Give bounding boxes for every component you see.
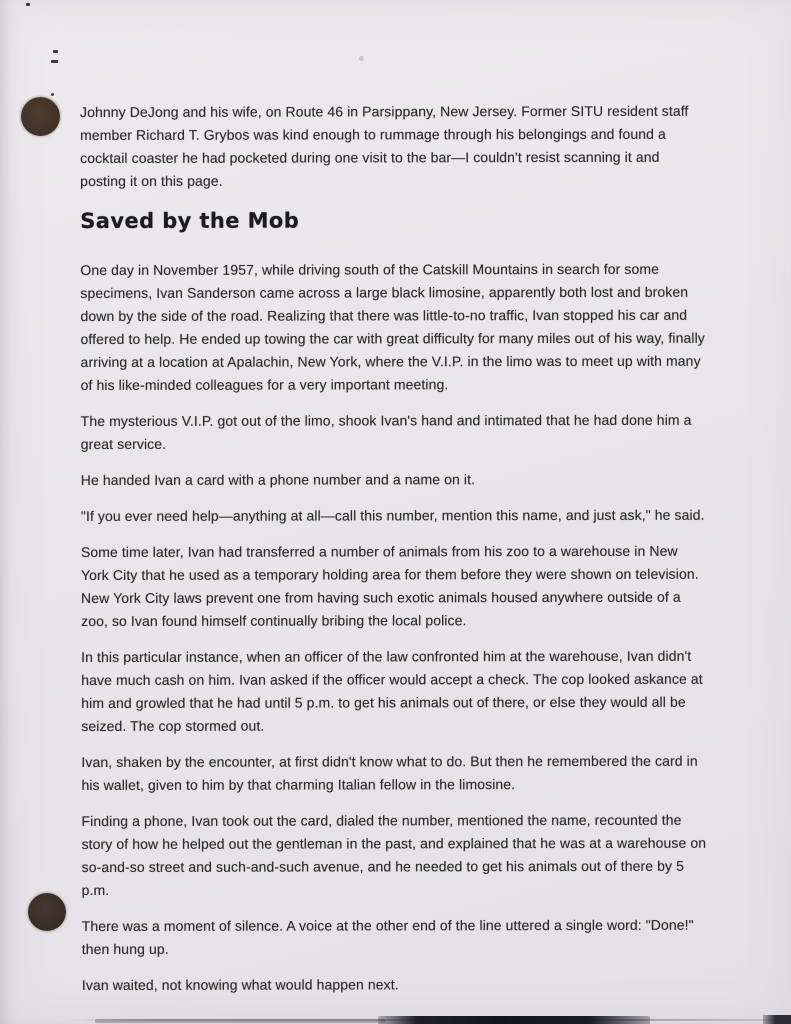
page-bottom-edge-dark xyxy=(378,1016,650,1024)
story-paragraph: "If you ever need help—anything at all—call this number, mention this name, and just ask," he said. xyxy=(80,506,705,524)
story-paragraph: Ivan waited, not knowing what would happen next. xyxy=(81,976,399,993)
pen-mark xyxy=(51,60,58,63)
ink-speck xyxy=(26,3,30,6)
section-heading: Saved by the Mob xyxy=(80,208,300,233)
ink-speck xyxy=(51,93,54,96)
story-paragraph: There was a moment of silence. A voice at the other end of the line uttered a single word: "Done!" then hung up. xyxy=(81,916,694,957)
story-paragraph: Some time later, Ivan had transferred a number of animals from his zoo to a warehouse in New York City that he used as a temporary holding area for them before they were shown on television. New York City laws prevent one from having such exotic animals housed anywhere outside of a zoo, so Ivan found himself continually bribing the local police. xyxy=(80,542,699,629)
story-paragraph: The mysterious V.I.P. got out of the limo, shook Ivan's hand and intimated that he had done him a great service. xyxy=(80,411,692,452)
paper-blemish xyxy=(359,56,364,61)
hole-punch-top xyxy=(21,97,60,136)
intro-paragraph: Johnny DeJong and his wife, on Route 46 in Parsippany, New Jersey. Former SITU resident staff member Richard T. Grybos was kind enough to rummage through his belongings and found a cocktail coaster he had pocketed during one visit to the bar—I couldn't resist scanning it and posting it on this page. xyxy=(80,102,689,189)
story-paragraph: One day in November 1957, while driving south of the Catskill Mountains in search for some specimens, Ivan Sanderson came across a large black limosine, apparently both lost and broken down by the side of the road. Realizing that there was little-to-no traffic, Ivan stopped his car and offered to help. He ended up towing the car with great difficulty for many miles out of his way, finally arriving at a location at Apalachin, New York, where the V.I.P. in the limo was to meet up with many of his like-minded colleagues for a very important meeting. xyxy=(80,260,705,393)
story-paragraph: He handed Ivan a card with a phone number and a name on it. xyxy=(80,471,476,488)
pen-mark xyxy=(53,50,58,53)
story-paragraph: In this particular instance, when an officer of the law confronted him at the warehouse, Ivan didn't have much cash on him. Ivan asked if the officer would accept a check. The cop looked askance at him and growled that he had until 5 p.m. to get his animals out of there, or else they would all be seized. The cop stormed out. xyxy=(81,647,703,734)
story-paragraph: Finding a phone, Ivan took out the card, dialed the number, mentioned the name, recounted the story of how he helped out the gentleman in the past, and explained that he was at a warehouse on so-and-so street and such-and-such avenue, and he needed to get his animals out of there by 5 p.m. xyxy=(81,811,707,898)
story-paragraph: Ivan, shaken by the encounter, at first didn't know what to do. But then he remembered the card in his wallet, given to him by that charming Italian fellow in the limosine. xyxy=(81,752,698,793)
page-content xyxy=(80,100,710,1010)
page-bottom-edge-mid xyxy=(95,1019,385,1023)
page-bottom-corner-dark xyxy=(763,1015,791,1024)
hole-punch-bottom xyxy=(28,893,66,931)
